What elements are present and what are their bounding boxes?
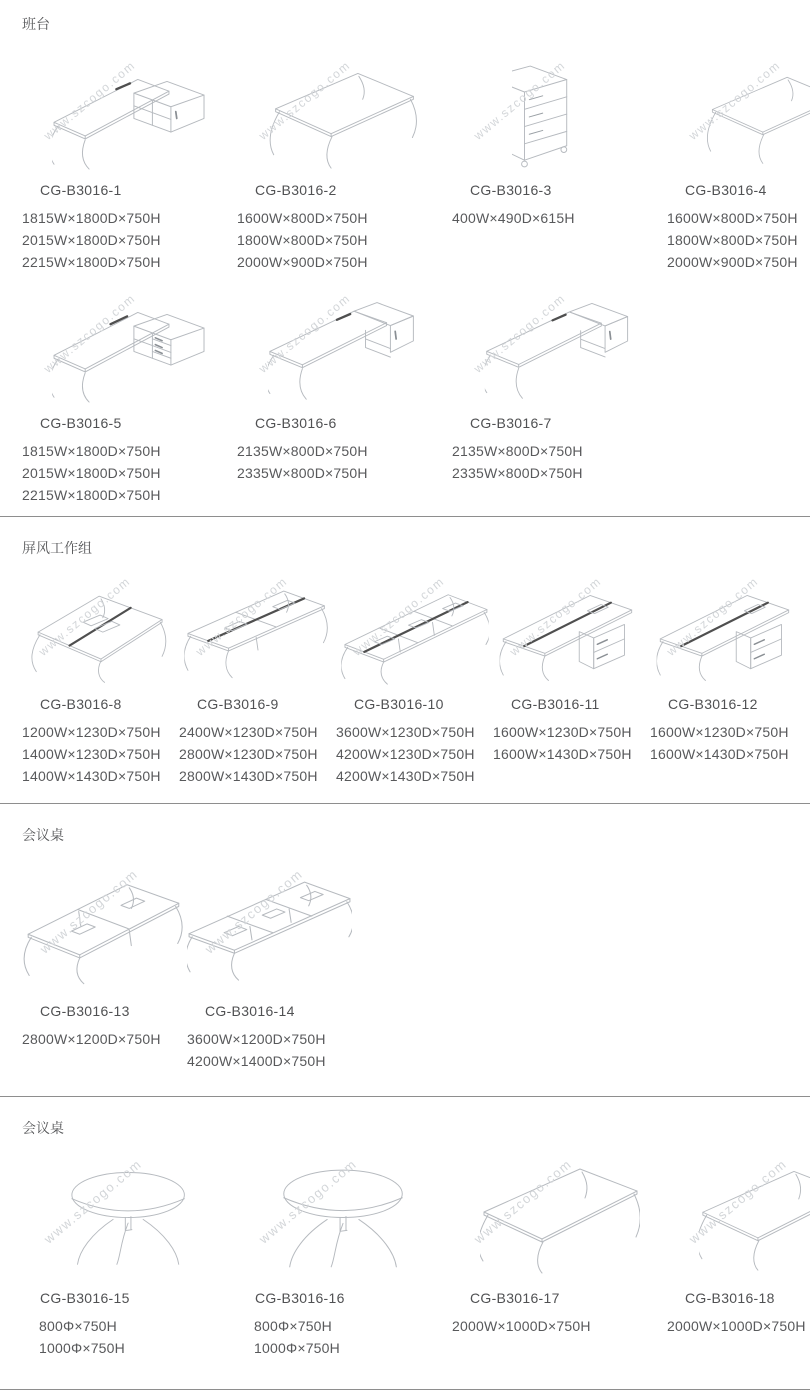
watermark-text: www.szcogo.com [41,1156,145,1246]
product-dimensions [22,1028,187,1050]
product-dimensions [237,1315,452,1359]
dimension-line: 2015W×1800D×750H [22,462,237,484]
product-model: CG-B3016-18 [667,1290,810,1306]
dimension-line: 1400W×1230D×750H [22,743,179,765]
product-figure [452,293,667,405]
product-dimensions [22,721,179,787]
product-dimensions [452,207,667,229]
product-item [650,558,807,765]
product-model: CG-B3016-10 [336,696,493,712]
product-dimensions [179,721,336,787]
dimension-line: 3600W×1230D×750H [336,721,493,743]
product-figure [179,580,336,686]
dimension-line: 1400W×1430D×750H [22,765,179,787]
rectangular-desk-drawing [262,61,427,171]
conference-table-drawing [475,1158,645,1276]
section-meeting-tables [0,1097,810,1359]
dimension-line: 2800W×1230D×750H [179,743,336,765]
dimension-line: 1000Φ×750H [254,1337,452,1359]
section-title: 会议桌 [22,804,810,845]
product-row [22,1138,810,1359]
dimension-line: 2800W×1200D×750H [22,1028,187,1050]
section-title: 会议桌 [22,1097,810,1138]
desk-with-side-cabinet-drawing [475,295,645,403]
product-model: CG-B3016-5 [22,415,237,431]
watermark-text: www.szcogo.com [37,867,141,957]
dimension-line: 1600W×1230D×750H [493,721,650,743]
product-figure [22,293,237,405]
product-figure [452,1154,667,1280]
dimension-line: 1800W×800D×750H [667,229,810,251]
product-figure [493,580,650,686]
dimension-line: 2000W×1000D×750H [667,1315,810,1337]
product-figure [237,293,452,405]
product-figure [336,580,493,686]
product-model: CG-B3016-16 [237,1290,452,1306]
dimension-line: 400W×490D×615H [452,207,667,229]
watermark-text: www.szcogo.com [471,291,568,376]
dimension-line: 2335W×800D×750H [452,462,667,484]
product-model: CG-B3016-15 [22,1290,237,1306]
product-model: CG-B3016-12 [650,696,807,712]
product-item [336,558,493,787]
dimension-line: 2000W×1000D×750H [452,1315,667,1337]
product-dimensions [237,207,452,273]
product-model: CG-B3016-2 [237,182,452,198]
watermark-text: www.szcogo.com [193,574,290,659]
product-figure [22,60,237,172]
watermark-text: www.szcogo.com [36,574,133,659]
product-item [667,1138,810,1337]
watermark-text: www.szcogo.com [686,58,783,143]
dimension-line: 4200W×1400D×750H [187,1050,352,1072]
product-figure [650,580,807,686]
dimension-line: 800Φ×750H [39,1315,237,1337]
product-dimensions [22,1315,237,1359]
conference-table-drawing [695,1161,810,1273]
rectangular-desk-drawing [705,66,810,166]
workstation-6-seat-drawing [339,580,491,686]
product-item [22,558,179,787]
product-dimensions [493,721,650,765]
dimension-line: 4200W×1430D×750H [336,765,493,787]
watermark-text: www.szcogo.com [507,574,604,659]
mobile-pedestal-drawing [512,61,608,171]
round-table-drawing [55,1156,205,1278]
watermark-text: www.szcogo.com [350,574,447,659]
watermark-text: www.szcogo.com [686,1156,790,1246]
product-figure [22,1154,237,1280]
product-item [22,1138,237,1359]
dimension-line: 2800W×1430D×750H [179,765,336,787]
product-dimensions [22,207,237,273]
section-conference-tables [0,804,810,1072]
dimension-line: 2335W×800D×750H [237,462,452,484]
product-row [22,558,810,787]
dimension-line: 1200W×1230D×750H [22,721,179,743]
product-figure [667,1154,810,1280]
dimension-line: 2215W×1800D×750H [22,484,237,506]
dimension-line: 2215W×1800D×750H [22,251,237,273]
product-model: CG-B3016-17 [452,1290,667,1306]
watermark-text: www.szcogo.com [41,291,138,376]
dimension-line: 3600W×1200D×750H [187,1028,352,1050]
section-executive-desks [0,0,810,506]
workstation-2-seat-drawing [26,580,176,686]
l-shaped-desk-with-drawers-drawing [40,293,220,405]
dimension-line: 1600W×800D×750H [237,207,452,229]
product-figure [237,1154,452,1280]
product-dimensions [667,207,810,273]
product-dimensions [452,1315,667,1337]
product-model: CG-B3016-6 [237,415,452,431]
product-dimensions [336,721,493,787]
product-model: CG-B3016-7 [452,415,667,431]
product-figure [237,60,452,172]
product-item [237,273,452,484]
dimension-line: 4200W×1230D×750H [336,743,493,765]
product-model: CG-B3016-14 [187,1003,352,1019]
conference-table-3-section-drawing [187,862,352,992]
watermark-text: www.szcogo.com [664,574,761,659]
dimension-line: 2000W×900D×750H [237,251,452,273]
product-figure [187,861,352,993]
conference-table-2-section-drawing [22,862,187,992]
dimension-line: 1815W×1800D×750H [22,207,237,229]
dimension-line: 1000Φ×750H [39,1337,237,1359]
dimension-line: 2135W×800D×750H [452,440,667,462]
product-dimensions [650,721,807,765]
dimension-line: 1815W×1800D×750H [22,440,237,462]
workstation-4-seat-drawing [183,580,333,686]
product-dimensions [22,440,237,506]
l-shaped-desk-drawing [40,60,220,172]
dimension-line: 2135W×800D×750H [237,440,452,462]
watermark-text: www.szcogo.com [256,1156,360,1246]
section-screen-workstations [0,517,810,787]
section-title: 班台 [22,0,810,34]
product-item [452,34,667,229]
product-item [237,1138,452,1359]
product-model: CG-B3016-1 [22,182,237,198]
section-title: 屏风工作组 [22,517,810,558]
dimension-line: 2015W×1800D×750H [22,229,237,251]
product-figure [22,861,187,993]
product-model: CG-B3016-11 [493,696,650,712]
watermark-text: www.szcogo.com [41,58,138,143]
round-table-drawing [266,1154,424,1280]
dimension-line: 1600W×1230D×750H [650,721,807,743]
dimension-line: 1600W×800D×750H [667,207,810,229]
product-item [493,558,650,765]
dimension-line: 1600W×1430D×750H [650,743,807,765]
product-figure [22,580,179,686]
dimension-line: 2000W×900D×750H [667,251,810,273]
dimension-line: 2400W×1230D×750H [179,721,336,743]
dimension-line: 1600W×1430D×750H [493,743,650,765]
product-model: CG-B3016-4 [667,182,810,198]
dimension-line: 800Φ×750H [254,1315,452,1337]
watermark-text: www.szcogo.com [471,58,568,143]
product-item [22,273,237,506]
product-dimensions [187,1028,352,1072]
product-item [667,34,810,273]
watermark-text: www.szcogo.com [256,291,353,376]
product-dimensions [452,440,667,484]
workstation-with-pedestal-drawing [654,581,804,685]
product-figure [667,60,810,172]
dimension-line: 1800W×800D×750H [237,229,452,251]
product-dimensions [237,440,452,484]
product-dimensions [667,1315,810,1337]
product-row [22,845,810,1072]
product-model: CG-B3016-3 [452,182,667,198]
product-item [187,845,352,1072]
watermark-text: www.szcogo.com [256,58,353,143]
product-item [22,34,237,273]
product-item [237,34,452,273]
desk-with-side-cabinet-drawing [257,294,432,404]
product-item [179,558,336,787]
product-item [452,273,667,484]
product-model: CG-B3016-13 [22,1003,187,1019]
product-row [22,34,810,273]
product-item [22,845,187,1050]
product-model: CG-B3016-8 [22,696,179,712]
watermark-text: www.szcogo.com [202,867,306,957]
product-model: CG-B3016-9 [179,696,336,712]
watermark-text: www.szcogo.com [471,1156,575,1246]
product-item [452,1138,667,1337]
workstation-with-pedestal-drawing [497,581,647,685]
product-row [22,273,810,506]
product-figure [452,60,667,172]
